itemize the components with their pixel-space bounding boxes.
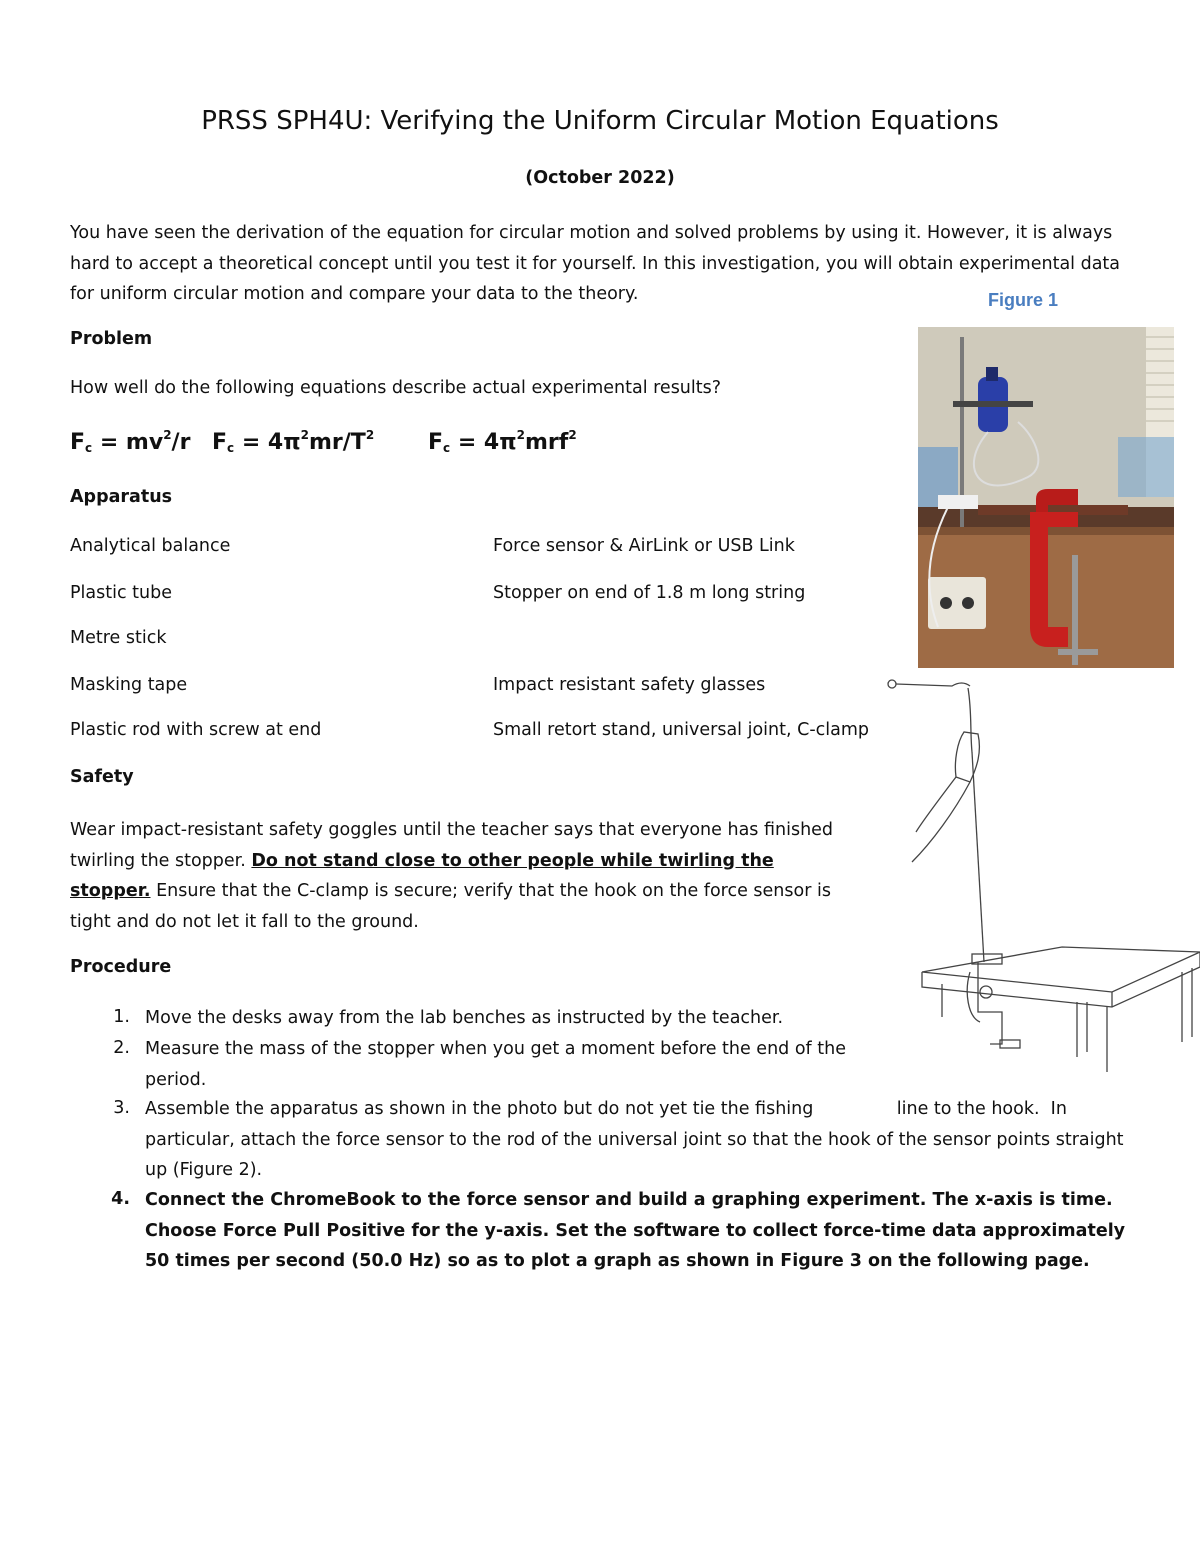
intro-paragraph: You have seen the derivation of the equation for circular motion and solved problems by using it. However, it is always hard to accept a theoretical concept until you test it for yourself. In this investigation, you will obtain experimental data for uniform circular motion and compare your data to the theory. <box>70 223 1121 304</box>
apparatus-item: Plastic tube <box>70 583 172 603</box>
problem-heading: Problem <box>70 329 153 349</box>
safety-heading: Safety <box>70 767 134 787</box>
apparatus-item: Force sensor & AirLink or USB Link <box>493 536 795 556</box>
procedure-step: Measure the mass of the stopper when you get a moment before the end of the period. <box>145 1039 846 1090</box>
problem-question: How well do the following equations describe actual experimental results? <box>70 378 722 398</box>
step-number: 3. <box>113 1098 130 1118</box>
figure-label: Figure 1 <box>988 290 1059 310</box>
safety-text: Wear impact-resistant safety goggles until the teacher says that everyone has finished twirling the stopper. <box>70 820 834 871</box>
equation-velocity: $F_c = mv^2/r$ <box>70 428 191 455</box>
safety-warning: Do not stand close to other people while twirling the stopper. <box>70 850 774 901</box>
procedure-step: Connect the ChromeBook to the force sensor and build a graphing experiment. The x-axis is time. Choose Force Pull Positive for the y-axis. Set the software to collect force-time data approximately 50 times per second (50.0 Hz) so as to plot a graph as shown in Figure 3 on the following page. <box>145 1190 1126 1271</box>
apparatus-item: Impact resistant safety glasses <box>493 675 766 695</box>
step-number: 4. <box>111 1189 130 1209</box>
apparatus-item: Metre stick <box>70 628 167 648</box>
step-number: 2. <box>113 1038 130 1058</box>
apparatus-item: Small retort stand, universal joint, C-clamp <box>493 720 869 740</box>
step-number: 1. <box>113 1007 130 1027</box>
apparatus-item: Masking tape <box>70 675 188 695</box>
document-date: (October 2022) <box>525 168 675 188</box>
procedure-step: Move the desks away from the lab benches as instructed by the teacher. <box>145 1008 784 1028</box>
procedure-heading: Procedure <box>70 957 172 977</box>
apparatus-item: Plastic rod with screw at end <box>70 720 322 740</box>
equation-frequency: $F_c = 4\pi^2mrf^2$ <box>428 428 577 455</box>
equation-period: $F_c = 4\pi^2mr/T^2$ <box>212 428 375 455</box>
apparatus-sketch <box>882 672 1200 1082</box>
apparatus-photo <box>918 327 1174 668</box>
apparatus-item: Analytical balance <box>70 536 231 556</box>
page-title: PRSS SPH4U: Verifying the Uniform Circular Motion Equations <box>201 106 999 136</box>
apparatus-item: Stopper on end of 1.8 m long string <box>493 583 806 603</box>
apparatus-heading: Apparatus <box>70 487 173 507</box>
safety-text: Ensure that the C-clamp is secure; verify that the hook on the force sensor is tight and do not let it fall to the ground. <box>70 881 831 932</box>
procedure-step: Assemble the apparatus as shown in the photo but do not yet tie the fishing line to the hook. In particular, attach the force sensor to the rod of the universal joint so that the hook of the sensor points straight up (Figure 2). <box>145 1099 1130 1180</box>
safety-paragraph <box>70 815 860 937</box>
